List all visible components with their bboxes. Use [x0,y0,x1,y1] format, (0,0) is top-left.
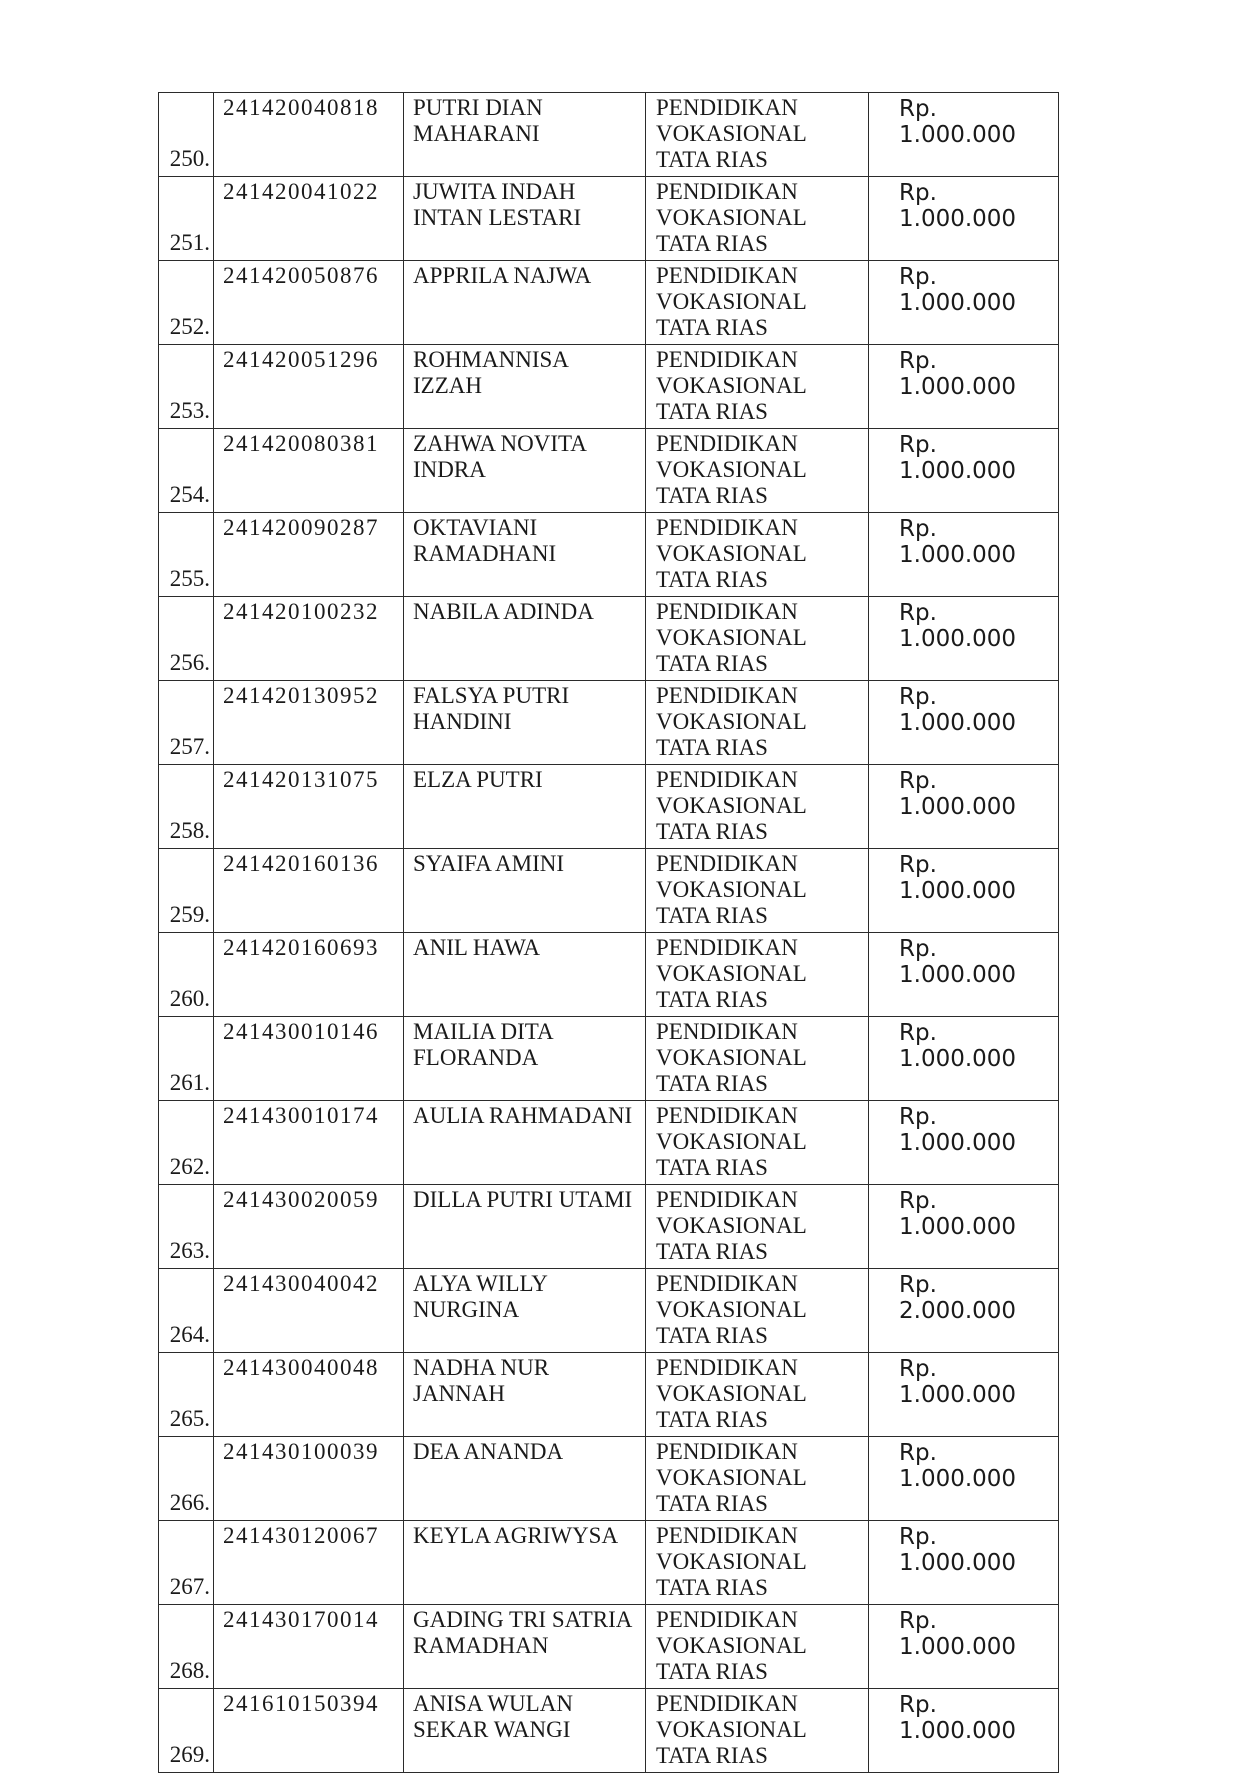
study-program [646,429,869,513]
student-name: ANISA WULAN SEKAR WANGI [404,1689,646,1773]
table-row [159,1605,1059,1689]
study-program-line: VOKASIONAL [656,289,807,314]
study-program-line: VOKASIONAL [656,961,807,986]
study-program-line: PENDIDIKAN [656,1691,798,1716]
student-id: 241420080381 [214,429,404,513]
student-name: ROHMANNISA IZZAH [404,345,646,429]
scholarship-amount: Rp. 1.000.000 [869,1101,1059,1185]
scholarship-amount: Rp. 1.000.000 [869,681,1059,765]
study-program-line: VOKASIONAL [656,457,807,482]
study-program-line: PENDIDIKAN [656,767,798,792]
scholarship-amount: Rp. 1.000.000 [869,849,1059,933]
study-program-line: VOKASIONAL [656,1549,807,1574]
student-id: 241430040048 [214,1353,404,1437]
study-program-line: VOKASIONAL [656,1129,807,1154]
study-program-line: TATA RIAS [656,483,768,508]
table-body [159,93,1059,1773]
scholarship-amount: Rp. 1.000.000 [869,429,1059,513]
study-program-line: PENDIDIKAN [656,1523,798,1548]
student-id: 241430010146 [214,1017,404,1101]
study-program-line: TATA RIAS [656,735,768,760]
table-row [159,933,1059,1017]
student-id: 241420160136 [214,849,404,933]
table-row [159,1101,1059,1185]
row-number: 251. [159,177,214,261]
scholarship-amount: Rp. 1.000.000 [869,93,1059,177]
study-program [646,1521,869,1605]
table-row [159,345,1059,429]
study-program-line: TATA RIAS [656,1323,768,1348]
table-row [159,513,1059,597]
scholarship-amount: Rp. 1.000.000 [869,261,1059,345]
row-number: 262. [159,1101,214,1185]
row-number: 263. [159,1185,214,1269]
row-number: 259. [159,849,214,933]
student-name: ELZA PUTRI [404,765,646,849]
student-id: 241430040042 [214,1269,404,1353]
student-name: DILLA PUTRI UTAMI [404,1185,646,1269]
study-program [646,681,869,765]
student-name: MAILIA DITA FLORANDA [404,1017,646,1101]
study-program-line: PENDIDIKAN [656,1019,798,1044]
study-program [646,513,869,597]
study-program-line: TATA RIAS [656,567,768,592]
study-program-line: PENDIDIKAN [656,179,798,204]
student-id: 241430170014 [214,1605,404,1689]
study-program-line: PENDIDIKAN [656,851,798,876]
study-program-line: TATA RIAS [656,987,768,1012]
scholarship-amount: Rp. 1.000.000 [869,765,1059,849]
study-program [646,345,869,429]
row-number: 253. [159,345,214,429]
scholarship-amount: Rp. 2.000.000 [869,1269,1059,1353]
scholarship-amount: Rp. 1.000.000 [869,1689,1059,1773]
study-program-line: TATA RIAS [656,819,768,844]
study-program-line: VOKASIONAL [656,1633,807,1658]
table-row [159,765,1059,849]
scholarship-amount: Rp. 1.000.000 [869,1185,1059,1269]
row-number: 250. [159,93,214,177]
study-program-line: TATA RIAS [656,1491,768,1516]
study-program-line: VOKASIONAL [656,1213,807,1238]
study-program [646,1605,869,1689]
student-name: SYAIFA AMINI [404,849,646,933]
study-program-line: TATA RIAS [656,651,768,676]
student-name: ALYA WILLY NURGINA [404,1269,646,1353]
study-program-line: TATA RIAS [656,1239,768,1264]
study-program-line: VOKASIONAL [656,373,807,398]
row-number: 266. [159,1437,214,1521]
scholarship-amount: Rp. 1.000.000 [869,345,1059,429]
student-id: 241430120067 [214,1521,404,1605]
study-program-line: PENDIDIKAN [656,431,798,456]
student-name: JUWITA INDAH INTAN LESTARI [404,177,646,261]
scholarship-amount: Rp. 1.000.000 [869,1437,1059,1521]
study-program [646,1269,869,1353]
student-id: 241420041022 [214,177,404,261]
scholarship-amount: Rp. 1.000.000 [869,1353,1059,1437]
student-id: 241420130952 [214,681,404,765]
study-program-line: TATA RIAS [656,315,768,340]
study-program-line: PENDIDIKAN [656,935,798,960]
table-row [159,261,1059,345]
study-program [646,1437,869,1521]
student-id: 241420040818 [214,93,404,177]
study-program-line: TATA RIAS [656,147,768,172]
study-program-line: TATA RIAS [656,903,768,928]
study-program-line: PENDIDIKAN [656,95,798,120]
study-program-line: VOKASIONAL [656,1297,807,1322]
study-program [646,1101,869,1185]
table-row [159,1269,1059,1353]
row-number: 269. [159,1689,214,1773]
row-number: 258. [159,765,214,849]
table-row [159,1353,1059,1437]
study-program-line: TATA RIAS [656,231,768,256]
study-program [646,597,869,681]
row-number: 260. [159,933,214,1017]
student-name: ZAHWA NOVITA INDRA [404,429,646,513]
study-program-line: TATA RIAS [656,399,768,424]
study-program-line: VOKASIONAL [656,1045,807,1070]
table-row [159,597,1059,681]
recipient-table [158,92,1059,1773]
student-name: GADING TRI SATRIA RAMADHAN [404,1605,646,1689]
study-program [646,1185,869,1269]
study-program-line: PENDIDIKAN [656,347,798,372]
row-number: 255. [159,513,214,597]
table-row [159,1437,1059,1521]
study-program-line: TATA RIAS [656,1407,768,1432]
study-program-line: PENDIDIKAN [656,1607,798,1632]
row-number: 261. [159,1017,214,1101]
row-number: 252. [159,261,214,345]
student-name: APPRILA NAJWA [404,261,646,345]
student-id: 241420090287 [214,513,404,597]
scholarship-amount: Rp. 1.000.000 [869,1521,1059,1605]
table-row [159,1017,1059,1101]
study-program [646,1689,869,1773]
study-program-line: VOKASIONAL [656,121,807,146]
study-program [646,933,869,1017]
scholarship-amount: Rp. 1.000.000 [869,1017,1059,1101]
row-number: 265. [159,1353,214,1437]
study-program-line: TATA RIAS [656,1575,768,1600]
study-program-line: PENDIDIKAN [656,1187,798,1212]
study-program-line: PENDIDIKAN [656,263,798,288]
student-id: 241430010174 [214,1101,404,1185]
study-program-line: VOKASIONAL [656,1381,807,1406]
row-number: 257. [159,681,214,765]
scholarship-amount: Rp. 1.000.000 [869,1605,1059,1689]
study-program-line: PENDIDIKAN [656,1271,798,1296]
study-program [646,1017,869,1101]
study-program-line: VOKASIONAL [656,709,807,734]
study-program [646,93,869,177]
study-program-line: VOKASIONAL [656,205,807,230]
study-program-line: TATA RIAS [656,1071,768,1096]
row-number: 264. [159,1269,214,1353]
row-number: 256. [159,597,214,681]
student-name: ANIL HAWA [404,933,646,1017]
study-program [646,1353,869,1437]
study-program [646,849,869,933]
student-name: DEA ANANDA [404,1437,646,1521]
student-id: 241430020059 [214,1185,404,1269]
study-program-line: VOKASIONAL [656,541,807,566]
table-row [159,681,1059,765]
study-program-line: VOKASIONAL [656,1717,807,1742]
study-program-line: PENDIDIKAN [656,599,798,624]
study-program-line: PENDIDIKAN [656,515,798,540]
study-program [646,261,869,345]
student-id: 241420131075 [214,765,404,849]
study-program-line: PENDIDIKAN [656,1103,798,1128]
student-name: NADHA NUR JANNAH [404,1353,646,1437]
scholarship-amount: Rp. 1.000.000 [869,513,1059,597]
student-name: NABILA ADINDA [404,597,646,681]
table-row [159,93,1059,177]
student-id: 241430100039 [214,1437,404,1521]
student-name: FALSYA PUTRI HANDINI [404,681,646,765]
scholarship-amount: Rp. 1.000.000 [869,177,1059,261]
row-number: 267. [159,1521,214,1605]
study-program-line: TATA RIAS [656,1155,768,1180]
study-program-line: VOKASIONAL [656,793,807,818]
student-name: KEYLA AGRIWYSA [404,1521,646,1605]
study-program-line: VOKASIONAL [656,1465,807,1490]
scholarship-amount: Rp. 1.000.000 [869,933,1059,1017]
study-program [646,765,869,849]
student-id: 241610150394 [214,1689,404,1773]
study-program-line: VOKASIONAL [656,877,807,902]
row-number: 268. [159,1605,214,1689]
student-id: 241420051296 [214,345,404,429]
student-name: OKTAVIANI RAMADHANI [404,513,646,597]
table-row [159,1689,1059,1773]
study-program-line: PENDIDIKAN [656,683,798,708]
student-name: AULIA RAHMADANI [404,1101,646,1185]
row-number: 254. [159,429,214,513]
student-id: 241420050876 [214,261,404,345]
table-row [159,429,1059,513]
study-program-line: VOKASIONAL [656,625,807,650]
table-row [159,1521,1059,1605]
study-program-line: TATA RIAS [656,1743,768,1768]
student-id: 241420160693 [214,933,404,1017]
student-name: PUTRI DIAN MAHARANI [404,93,646,177]
study-program-line: TATA RIAS [656,1659,768,1684]
scholarship-amount: Rp. 1.000.000 [869,597,1059,681]
table-row [159,177,1059,261]
study-program-line: PENDIDIKAN [656,1439,798,1464]
study-program-line: PENDIDIKAN [656,1355,798,1380]
student-id: 241420100232 [214,597,404,681]
study-program [646,177,869,261]
table-row [159,849,1059,933]
table-row [159,1185,1059,1269]
